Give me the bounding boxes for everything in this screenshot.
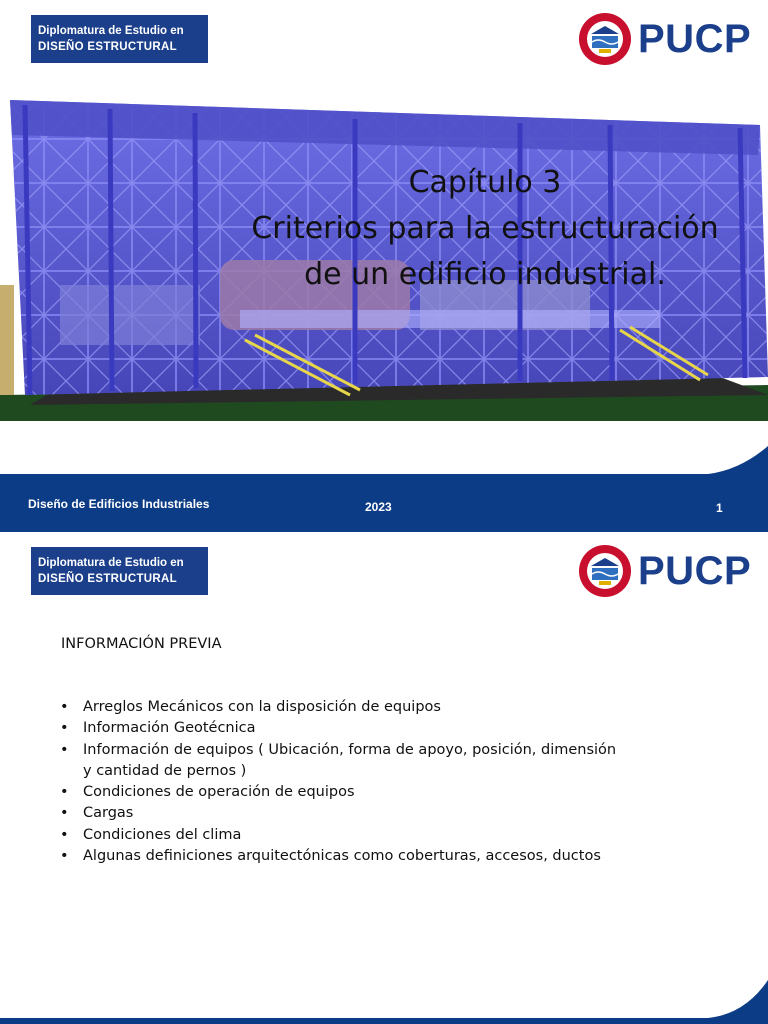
course-label-line2: DISEÑO ESTRUCTURAL [38,41,177,53]
footer-band [0,962,768,1024]
list-item [60,803,660,824]
title-line-3: de un edificio industrial. [304,257,666,292]
bullet-text-continuation: y cantidad de pernos ) [83,762,247,779]
pucp-logo [578,12,753,68]
pucp-seal-icon [578,544,632,598]
course-label-line1: Diplomatura de Estudio en [38,557,184,569]
bullet-icon: • [60,848,69,865]
course-label-line2: DISEÑO ESTRUCTURAL [38,573,177,585]
bullet-text: Información de equipos ( Ubicación, forma de apoyo, posición, dimensión [83,741,617,758]
bullet-text: Condiciones del clima [83,826,242,843]
slide-2 [0,532,768,1024]
pucp-seal-icon [578,12,632,66]
slide-title [225,160,745,298]
bullet-icon: • [60,741,69,758]
course-label-box [31,15,208,63]
title-line-1: Capítulo 3 [408,165,562,200]
section-heading: INFORMACIÓN PREVIA [61,636,222,652]
bullet-icon: • [60,720,69,737]
pucp-logo [578,544,753,600]
list-item [60,718,660,739]
title-line-2: Criterios para la estructuración [251,211,719,246]
pucp-wordmark: PUCP [638,17,752,61]
list-item [60,697,660,718]
bullet-text: Cargas [83,805,134,822]
list-item [60,740,660,783]
bullet-icon: • [60,826,69,843]
list-item [60,825,660,846]
list-item [60,782,660,803]
footer-band [0,446,768,532]
bullet-list [60,697,660,867]
footer-year: 2023 [365,500,392,514]
bullet-icon: • [60,699,69,715]
footer-page-number: 1 [716,501,723,515]
bullet-text: Algunas definiciones arquitectónicas como coberturas, accesos, ductos [83,848,601,865]
bullet-text: Arreglos Mecánicos con la disposición de equipos [83,699,441,715]
list-item [60,846,660,867]
course-label-line1: Diplomatura de Estudio en [38,25,184,37]
bullet-text: Condiciones de operación de equipos [83,784,355,801]
footer-course-name: Diseño de Edificios Industriales [28,497,210,511]
bullet-icon: • [60,784,69,801]
bullet-icon: • [60,805,69,822]
pucp-wordmark: PUCP [638,549,752,593]
course-label-box [31,547,208,595]
bullet-text: Información Geotécnica [83,720,256,737]
